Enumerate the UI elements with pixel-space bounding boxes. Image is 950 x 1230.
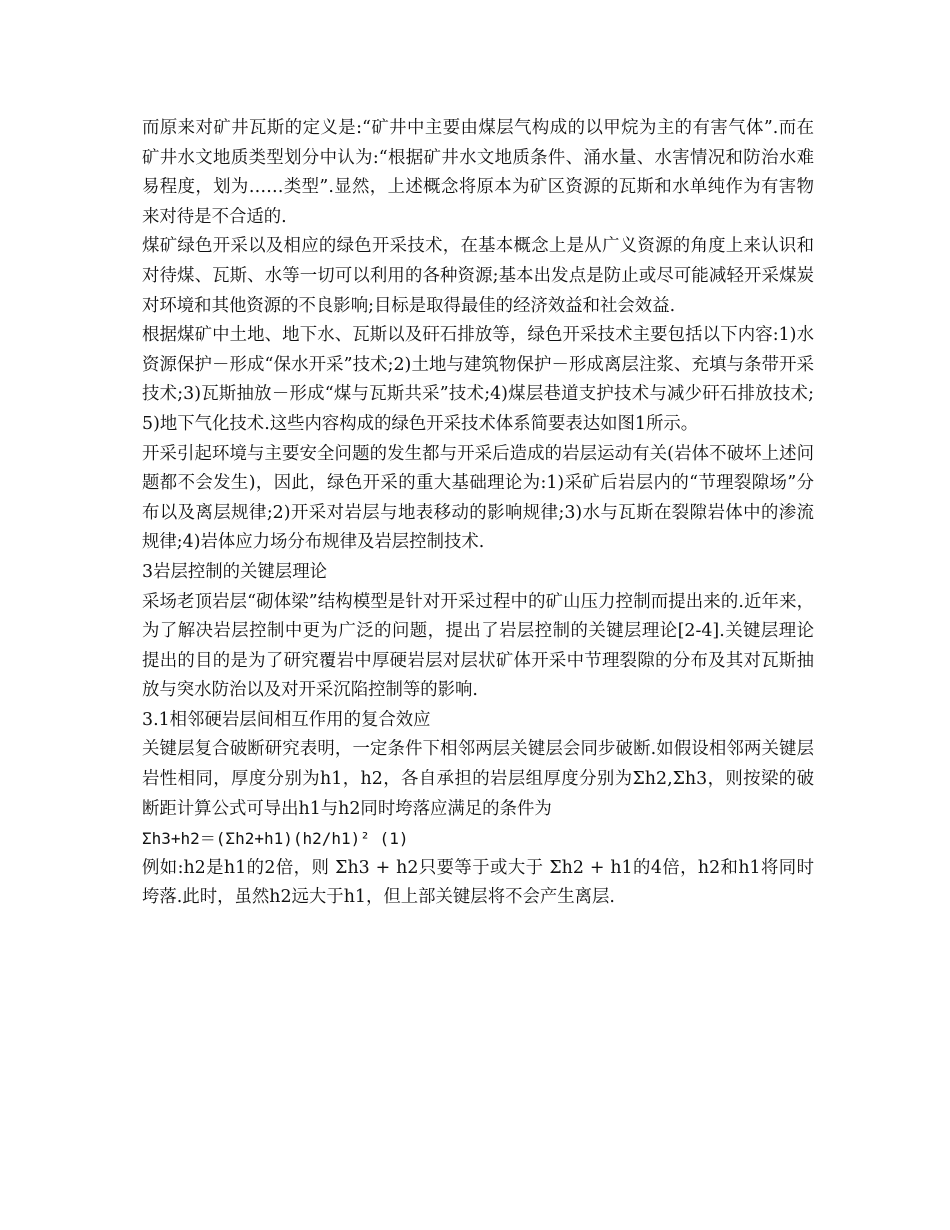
paragraph-green-mining-concept: 煤矿绿色开采以及相应的绿色开采技术，在基本概念上是从广义资源的角度上来认识和对待煤、瓦斯、水等一切可以利用的各种资源;基本出发点是防止或尽可能减轻开采煤炭对环境和其他资源的不良影响;目标是取得最佳的经济效益和社会效益. (142, 236, 814, 316)
paragraph-example: 例如:h2是h1的2倍，则 Σh3 + h2只要等于或大于 Σh2 + h1的4倍，h2和h1将同时垮落.此时，虽然h2远大于h1，但上部关键层将不会产生离层. (142, 857, 814, 908)
paragraph-gas-definition: 而原来对矿井瓦斯的定义是:“矿井中主要由煤层气构成的以甲烷为主的有害气体”.而在矿井水文地质类型划分中认为:“根据矿井水文地质条件、涌水量、水害情况和防治水难易程度，划为……类型”.显然，上述概念将原本为矿区资源的瓦斯和水单纯作为有害物来对待是不合适的. (142, 118, 814, 227)
paragraph-composite-fracture: 关键层复合破断研究表明，一定条件下相邻两层关键层会同步破断.如假设相邻两关键层岩性相同，厚度分别为h1，h2，各自承担的岩层组厚度分别为Σh2,Σh3，则按梁的破断距计算公式可导出h1与h2同时垮落应满足的条件为 (142, 739, 814, 819)
paragraph-green-mining-techniques: 根据煤矿中土地、地下水、瓦斯以及矸石排放等，绿色开采技术主要包括以下内容:1)水资源保护－形成“保水开采”技术;2)土地与建筑物保护－形成离层注浆、充填与条带开采技术;3)瓦斯抽放－形成“煤与瓦斯共采”技术;4)煤层巷道支护技术与减少矸石排放技术;5)地下气化技术.这些内容构成的绿色开采技术体系简要表达如图1所示。 (142, 325, 814, 434)
document-page (142, 114, 814, 913)
paragraph-key-strata-intro: 采场老顶岩层“砌体梁”结构模型是针对开采过程中的矿山压力控制而提出来的.近年来，为了解决岩层控制中更为广泛的问题，提出了岩层控制的关键层理论[2-4].关键层理论提出的目的是为了研究覆岩中厚硬岩层对层状矿体开采中节理裂隙的分布及其对瓦斯抽放与突水防治以及对开采沉陷控制等的影响. (142, 591, 814, 701)
equation-1: Σh3+h2＝(Σh2+h1)(h2/h1)² (1) (142, 829, 409, 849)
section-heading-key-strata-theory: 3岩层控制的关键层理论 (142, 561, 327, 582)
subsection-heading-composite-effect: 3.1相邻硬岩层间相互作用的复合效应 (142, 709, 431, 730)
paragraph-basic-theory: 开采引起环境与主要安全问题的发生都与开采后造成的岩层运动有关(岩体不破坏上述问题都不会发生)，因此，绿色开采的重大基础理论为:1)采矿后岩层内的“节理裂隙场”分布以及离层规律;2)开采对岩层与地表移动的影响规律;3)水与瓦斯在裂隙岩体中的渗流规律;4)岩体应力场分布规律及岩层控制技术. (142, 443, 814, 553)
